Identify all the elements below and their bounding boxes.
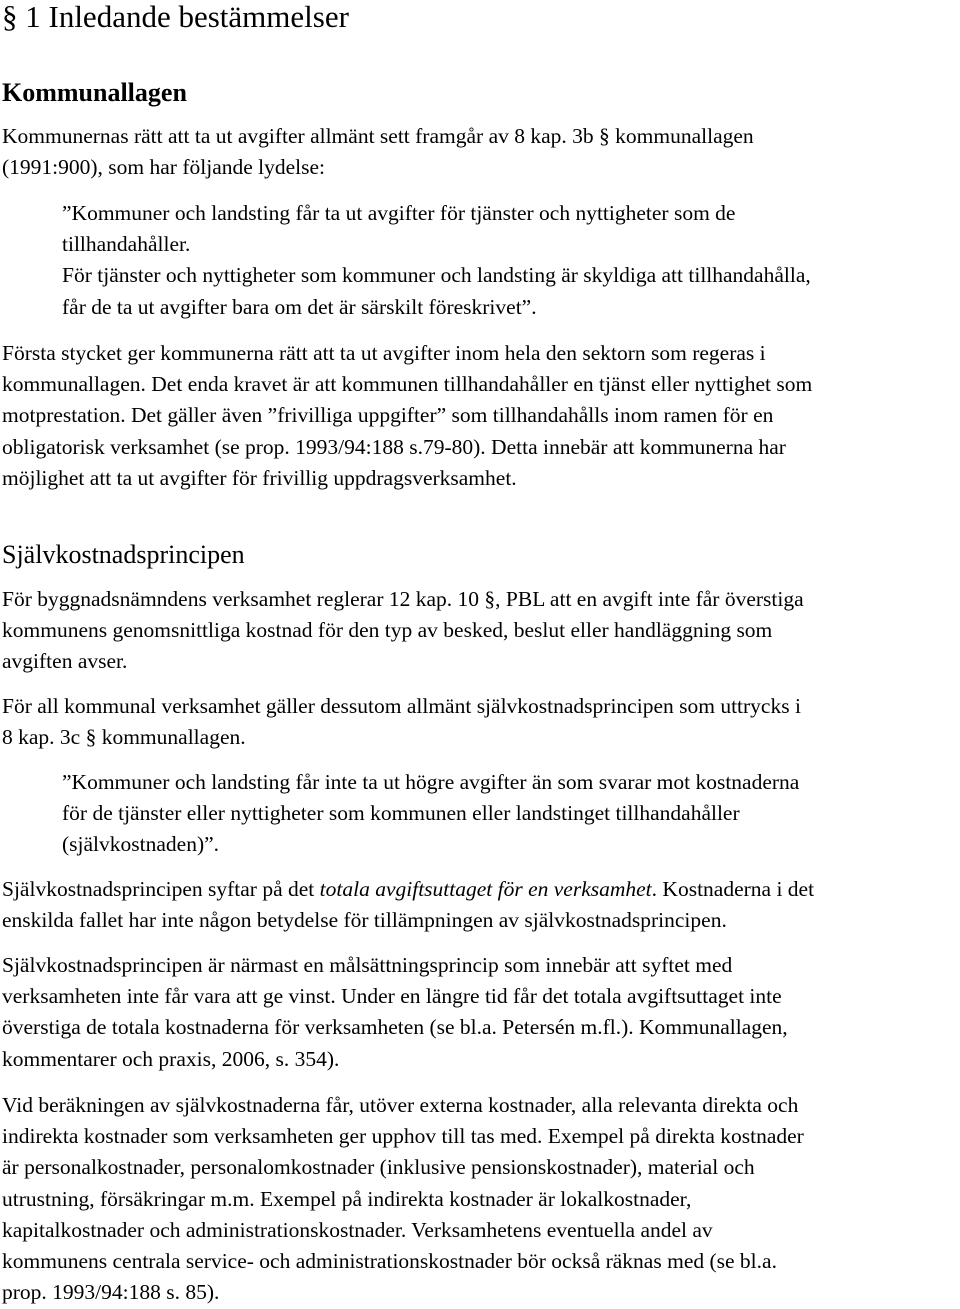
- text-segment: . Kostnaderna i det: [651, 877, 815, 901]
- text-line: Första stycket ger kommunerna rätt att ta ut avgifter inom hela den sektorn som regeras i: [2, 341, 766, 365]
- quote-line: får de ta ut avgifter bara om det är särskilt föreskrivet”.: [62, 294, 537, 319]
- text-line: möjlighet att ta ut avgifter för frivillig uppdragsverksamhet.: [2, 465, 517, 490]
- sjalvkostnad-paragraph-1: [2, 584, 956, 678]
- kommunallagen-quote: [62, 198, 952, 323]
- text-line: utrustning, försäkringar m.m. Exempel på indirekta kostnader är lokalkostnader,: [2, 1186, 692, 1211]
- text-line: prop. 1993/94:188 s. 85).: [2, 1280, 220, 1305]
- text-line: är personalkostnader, personalomkostnader (inklusive pensionskostnader), material och: [2, 1155, 755, 1180]
- text-line: kapitalkostnader och administrationskostnader. Verksamhetens eventuella andel av: [2, 1217, 713, 1242]
- quote-line: för de tjänster eller nyttigheter som kommunen eller landstinget tillhandahåller: [62, 801, 740, 826]
- emphasis-text: totala avgiftsuttaget för en verksamhet: [319, 877, 652, 901]
- sjalvkostnad-paragraph-4: [2, 950, 956, 1075]
- text-line: kommunens centrala service- och administrationskostnader bör också räknas med (se bl.a.: [2, 1249, 777, 1274]
- text-line: [2, 874, 956, 905]
- text-line: För all kommunal verksamhet gäller dessutom allmänt självkostnadsprincipen som uttrycks i: [2, 694, 801, 718]
- quote-line: (självkostnaden)”.: [62, 832, 220, 857]
- text-line: avgiften avser.: [2, 649, 128, 674]
- text-line: (1991:900), som har följande lydelse:: [2, 155, 326, 180]
- section-heading: § 1 Inledande bestämmelser: [2, 0, 349, 34]
- sjalvkostnad-paragraph-5: [2, 1090, 956, 1308]
- text-line: enskilda fallet har inte någon betydelse för tillämpningen av självkostnadsprincipen.: [2, 908, 727, 933]
- quote-line: ”Kommuner och landsting får inte ta ut högre avgifter än som svarar mot kostnaderna: [62, 770, 800, 794]
- text-line: kommunallagen. Det enda kravet är att kommunen tillhandahåller en tjänst eller nyttighet som: [2, 372, 813, 397]
- quote-line: tillhandahåller.: [62, 232, 191, 257]
- text-line: obligatorisk verksamhet (se prop. 1993/94:188 s.79-80). Detta innebär att kommunerna har: [2, 434, 786, 459]
- text-line: 8 kap. 3c § kommunallagen.: [2, 725, 246, 750]
- sjalvkostnad-quote: [62, 767, 952, 861]
- text-line: För byggnadsnämndens verksamhet reglerar 12 kap. 10 §, PBL att en avgift inte får överstiga: [2, 587, 804, 611]
- sjalvkostnad-paragraph-2: [2, 691, 956, 753]
- text-line: Självkostnadsprincipen är närmast en målsättningsprincip som innebär att syftet med: [2, 953, 733, 977]
- sjalvkostnad-heading: Självkostnadsprincipen: [2, 540, 245, 569]
- text-line: kommunens genomsnittliga kostnad för den typ av besked, beslut eller handläggning som: [2, 618, 773, 643]
- text-line: Kommunernas rätt att ta ut avgifter allmänt sett framgår av 8 kap. 3b § kommunallagen: [2, 124, 754, 148]
- quote-line: För tjänster och nyttigheter som kommuner och landsting är skyldiga att tillhandahålla,: [62, 263, 811, 288]
- text-line: motprestation. Det gäller även ”frivilliga uppgifter” som tillhandahålls inom ramen för en: [2, 403, 774, 428]
- kommunallagen-paragraph: [2, 338, 956, 494]
- text-line: Vid beräkningen av självkostnaderna får, utöver externa kostnader, alla relevanta direkta och: [2, 1093, 799, 1117]
- text-line: indirekta kostnader som verksamheten ger upphov till tas med. Exempel på direkta kostnader: [2, 1124, 804, 1149]
- kommunallagen-intro: [2, 121, 956, 183]
- text-segment: Självkostnadsprincipen syftar på det: [2, 877, 320, 901]
- quote-line: ”Kommuner och landsting får ta ut avgifter för tjänster och nyttigheter som de: [62, 201, 736, 225]
- sjalvkostnad-paragraph-3: [2, 874, 956, 936]
- text-line: överstiga de totala kostnaderna för verksamheten (se bl.a. Petersén m.fl.). Kommunallagen,: [2, 1015, 788, 1040]
- kommunallagen-heading: Kommunallagen: [2, 78, 187, 107]
- text-line: verksamheten inte får vara att ge vinst. Under en längre tid får det totala avgiftsuttaget inte: [2, 984, 782, 1009]
- text-line: kommentarer och praxis, 2006, s. 354).: [2, 1046, 340, 1071]
